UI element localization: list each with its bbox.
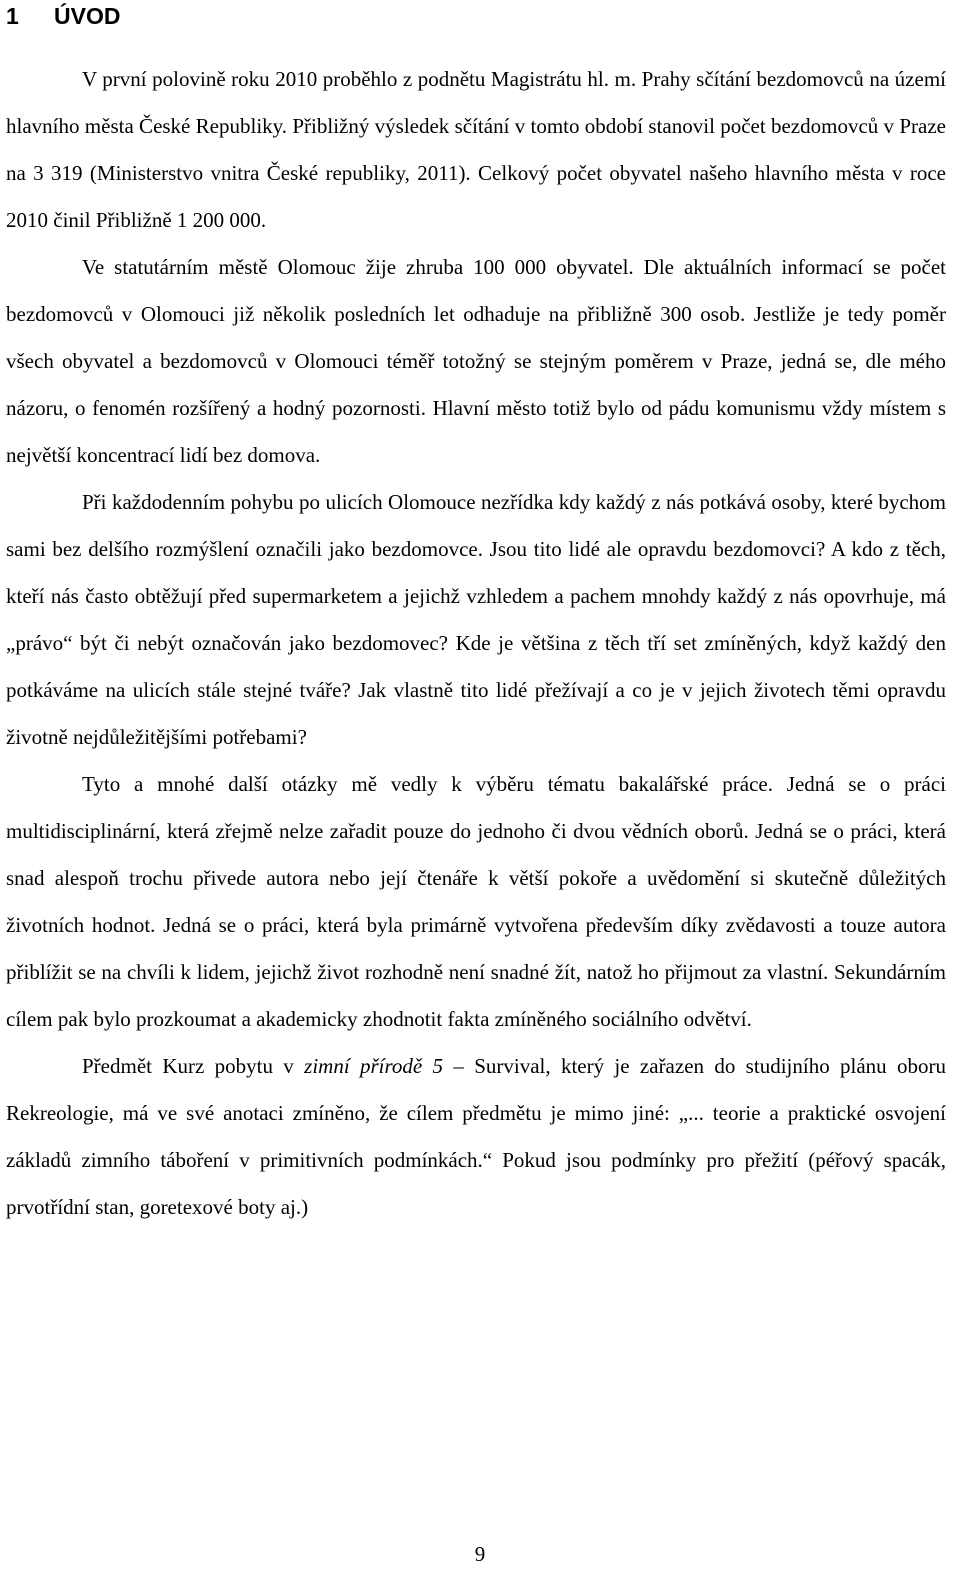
document-body bbox=[6, 56, 946, 1231]
course-text-before: Předmět Kurz pobytu v bbox=[82, 1054, 305, 1078]
course-text-italic: zimní přírodě 5 bbox=[304, 1054, 444, 1078]
paragraph-census-prague: V první polovině roku 2010 proběhlo z podnětu Magistrátu hl. m. Prahy sčítání bezdomovců na území hlavního města České Republiky. Přibližný výsledek sčítání v tomto období stanovil počet bezdomovců v Praze na 3 319 (Ministerstvo vnitra České republiky, 2011). Celkový počet obyvatel našeho hlavního města v roce 2010 činil Přibližně 1 200 000. bbox=[6, 67, 946, 232]
chapter-heading bbox=[6, 2, 120, 30]
paragraph-olomouc-population: Ve statutárním městě Olomouc žije zhruba 100 000 obyvatel. Dle aktuálních informací se počet bezdomovců v Olomouci již několik posledních let odhaduje na přibližně 300 osob. Jestliže je tedy poměr všech obyvatel a bezdomovců v Olomouci téměř totožný se stejným poměrem v Praze, jedná se, dle mého názoru, o fenomén rozšířený a hodný pozornosti. Hlavní město totiž bylo od pádu komunismu vždy místem s největší koncentrací lidí bez domova. bbox=[6, 255, 946, 467]
paragraph-course-survival bbox=[6, 1043, 946, 1231]
course-text-after: – Survival, který je zařazen do studijního plánu oboru Rekreologie, má ve své anotaci zmíněno, že cílem předmětu je mimo jiné: „... teorie a praktické osvojení základů zimního táboření v primitivních podmínkách.“ Pokud jsou podmínky pro přežití (péřový spacák, prvotřídní stan, goretexové boty aj.) bbox=[6, 1054, 947, 1219]
paragraph-thesis-purpose: Tyto a mnohé další otázky mě vedly k výběru tématu bakalářské práce. Jedná se o práci multidisciplinární, která zřejmě nelze zařadit pouze do jednoho či dvou vědních oborů. Jedná se o práci, která snad alespoň trochu přivede autora nebo její čtenáře k větší pokoře a uvědomění si skutečně důležitých životních hodnot. Jedná se o práci, která byla primárně vytvořena především díky zvědavosti a touze autora přiblížit se na chvíli k lidem, jejichž život rozhodně není snadné žít, natož ho přijmout za vlastní. Sekundárním cílem pak bylo prozkoumat a akademicky zhodnotit fakta zmíněného sociálního odvětví. bbox=[6, 772, 946, 1031]
chapter-title: ÚVOD bbox=[54, 3, 121, 29]
chapter-number: 1 bbox=[6, 3, 19, 29]
page-number: 9 bbox=[474, 1542, 486, 1566]
paragraph-questions: Při každodenním pohybu po ulicích Olomouce nezřídka kdy každý z nás potkává osoby, které bychom sami bez delšího rozmýšlení označili jako bezdomovce. Jsou tito lidé ale opravdu bezdomovci? A kdo z těch, kteří nás často obtěžují před supermarketem a jejichž vzhledem a pachem mnohdy každý z nás opovrhuje, má „právo“ být či nebýt označován jako bezdomovec? Kde je většina z těch tří set zmíněných, když každý den potkáváme na ulicích stále stejné tváře? Jak vlastně tito lidé přežívají a co je v jejich životech těmi opravdu životně nejdůležitějšími potřebami? bbox=[6, 490, 946, 749]
